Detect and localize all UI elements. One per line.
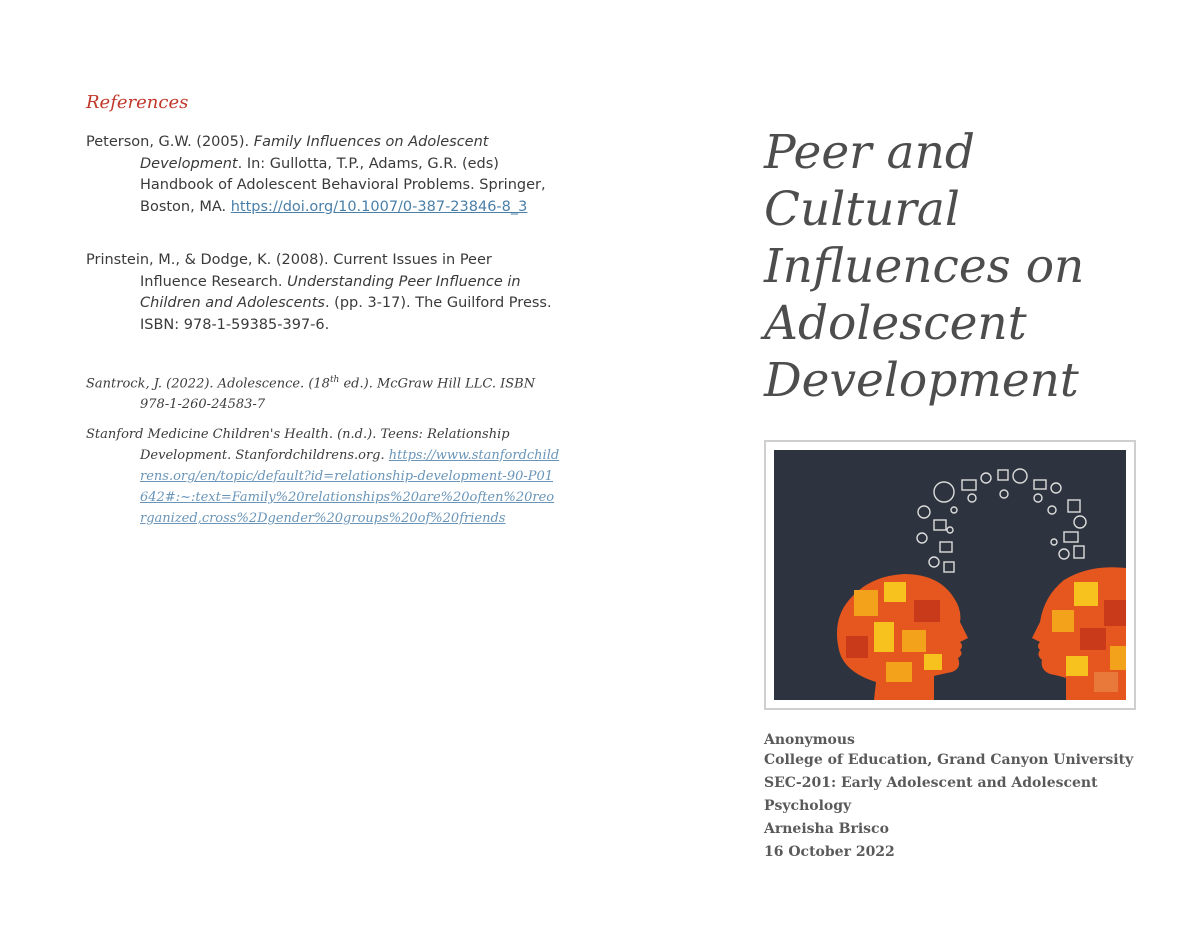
ref-text: ed.). McGraw Hill LLC. ISBN 978-1-260-24583-7	[140, 376, 536, 413]
title-line: Development	[764, 353, 1079, 408]
reference-prinstein	[86, 250, 560, 336]
course-label: SEC-201: Early Adolescent and Adolescent	[764, 775, 1098, 791]
cover-image-frame	[764, 440, 1136, 710]
reference-stanford	[86, 424, 560, 529]
heads-illustration	[774, 450, 1126, 700]
doi-link[interactable]: https://doi.org/10.1007/0-387-23846-8_3	[230, 198, 528, 215]
date-label: 16 October 2022	[764, 844, 895, 860]
references-heading: References	[86, 92, 189, 113]
title-line: Peer and	[764, 125, 975, 180]
student-name: Arneisha Brisco	[764, 821, 889, 837]
course-label-continued: Psychology	[764, 798, 852, 814]
title-line: Cultural	[764, 182, 960, 237]
ref-text: Peterson, G.W. (2005).	[86, 134, 254, 150]
author-label: Anonymous	[764, 732, 855, 748]
ref-text: Stanford Medicine Children's Health. (n.d.). Teens: Relationship Development. Stanfordchildrens.org.	[86, 427, 510, 463]
brochure-title	[764, 124, 1164, 409]
ref-text: Santrock, J. (2022). Adolescence. (18	[86, 376, 330, 392]
stanford-link[interactable]: https://www.stanfordchildrens.org/en/topic/default?id=relationship-development-90-P01642#:~:text=Family%20relationships%20are%20often%20reorganized,cross%2Dgender%20groups%20of%20friends	[140, 448, 560, 526]
ref-text: Prinstein, M., & Dodge, K. (2008). Current Issues in Peer Influence Research.	[86, 252, 492, 290]
title-line: Influences on	[764, 239, 1085, 294]
reference-peterson	[86, 132, 560, 218]
ref-italic-title: Family Influences on Adolescent Development	[140, 134, 489, 172]
ref-superscript: th	[329, 375, 340, 385]
ref-text: . (pp. 3-17). The Guilford Press. ISBN: 978-1-59385-397-6.	[140, 295, 552, 333]
college-label: College of Education, Grand Canyon University	[764, 752, 1134, 768]
ref-italic-title: Understanding Peer Influence in Children and Adolescents	[140, 273, 521, 311]
author-info-block	[764, 732, 1133, 864]
ref-text: . In: Gullotta, T.P., Adams, G.R. (eds) Handbook of Adolescent Behavioral Problems. Springer, Boston, MA.	[140, 155, 546, 215]
title-line: Adolescent	[764, 296, 1027, 351]
reference-santrock	[86, 370, 560, 415]
